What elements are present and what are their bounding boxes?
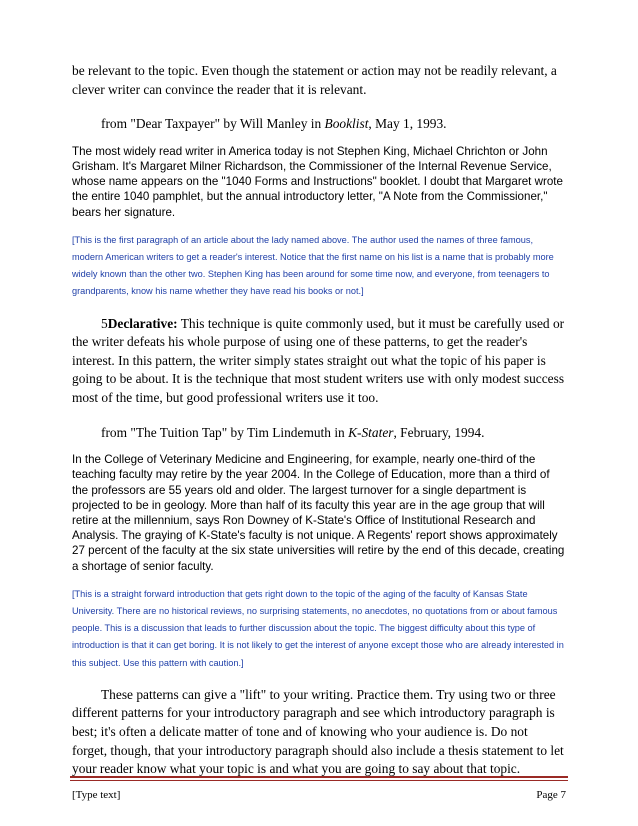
commentary-note-1: [This is the first paragraph of an article about the lady named above. The author used the names of three famous, modern American writers to get a reader's interest. Notice that the first name on his list is a name that is probably more widely known than the other two. Stephen King has been around for some time now, and everyone, from teenagers to grandparents, know his name whether they have read his books or not.] <box>72 234 554 297</box>
page-footer <box>72 789 566 801</box>
document-page <box>72 62 566 779</box>
footer-rule-thick <box>70 776 568 778</box>
source-citation-1: from "Dear Taxpayer" by Will Manley in Booklist, May 1, 1993. <box>101 116 447 132</box>
page-number: Page 7 <box>536 789 566 801</box>
source-citation-2: from "The Tuition Tap" by Tim Lindemuth in K-Stater, February, 1994. <box>101 424 485 440</box>
footer-rule-thin <box>70 780 568 781</box>
publication-title-1: Booklist <box>324 116 369 132</box>
publication-title-2: K-Stater <box>348 424 394 440</box>
quote-paragraph-2: In the College of Veterinary Medicine and Engineering, for example, nearly one-third of the teaching faculty may retire by the year 2004. In the College of Education, more than a third of the professors are 55 years old and older. The largest turnover for a single department is projected to be in geology. More than half of its faculty this year are in the age group that will retire at the millennium, says Ron Downey of K-State's Office of Institutional Research and Analysis. The graying of K-State's faculty is not unique. A Regents' report shows approximately 27 percent of the faculty at the six state universities will retire by the end of this decade, creating a shortage of senior faculty. <box>72 453 565 573</box>
closing-paragraph: These patterns can give a "lift" to your writing. Practice them. Try using two or three different patterns for your introductory paragraph and see which introductory paragraph is best; it's often a delicate matter of tone and of knowing who your audience is. Do not forget, though, that your introductory paragraph should also include a thesis statement to let your reader know what your topic is and what you are going to say about that topic. <box>72 686 564 777</box>
section-number: 5 <box>101 315 108 331</box>
commentary-note-2: [This is a straight forward introduction that gets right down to the topic of the aging of the faculty of Kansas State University. There are no historical reviews, no surprising statements, no anecdotes, no quotations from or about famous people. This is a discussion that leads to further discussion about the topic. The biggest difficulty about this type of introduction is that it can get boring. It is not likely to get the interest of anyone except those who are already interested in this subject. Use this pattern with caution.] <box>72 588 564 668</box>
quote-paragraph-1: The most widely read writer in America today is not Stephen King, Michael Chrichton or John Grisham. It's Margaret Milner Richardson, the Commissioner of the Internal Revenue Service, whose name appears on the "1040 Forms and Instructions" booklet. I doubt that Margaret wrote the entire 1040 pamphlet, but the annual introductory letter, "A Note from the Commissioner," bears her signature. <box>72 144 563 219</box>
section-heading: Declarative: <box>107 315 178 331</box>
section-declarative <box>72 315 566 408</box>
footer-placeholder-text: [Type text] <box>72 789 121 801</box>
intro-paragraph: be relevant to the topic. Even though the statement or action may not be readily relevant, a clever writer can convince the reader that it is relevant. <box>72 63 557 97</box>
section-body: This technique is quite commonly used, but it must be carefully used or the writer defeats his whole purpose of using one of these patterns, to get the reader's interest. In this pattern, the writer simply states straight out what the topic of his paper is going to be about. It is the technique that most student writers use with only modest success most of the time, but good professional writers use it too. <box>72 315 565 405</box>
